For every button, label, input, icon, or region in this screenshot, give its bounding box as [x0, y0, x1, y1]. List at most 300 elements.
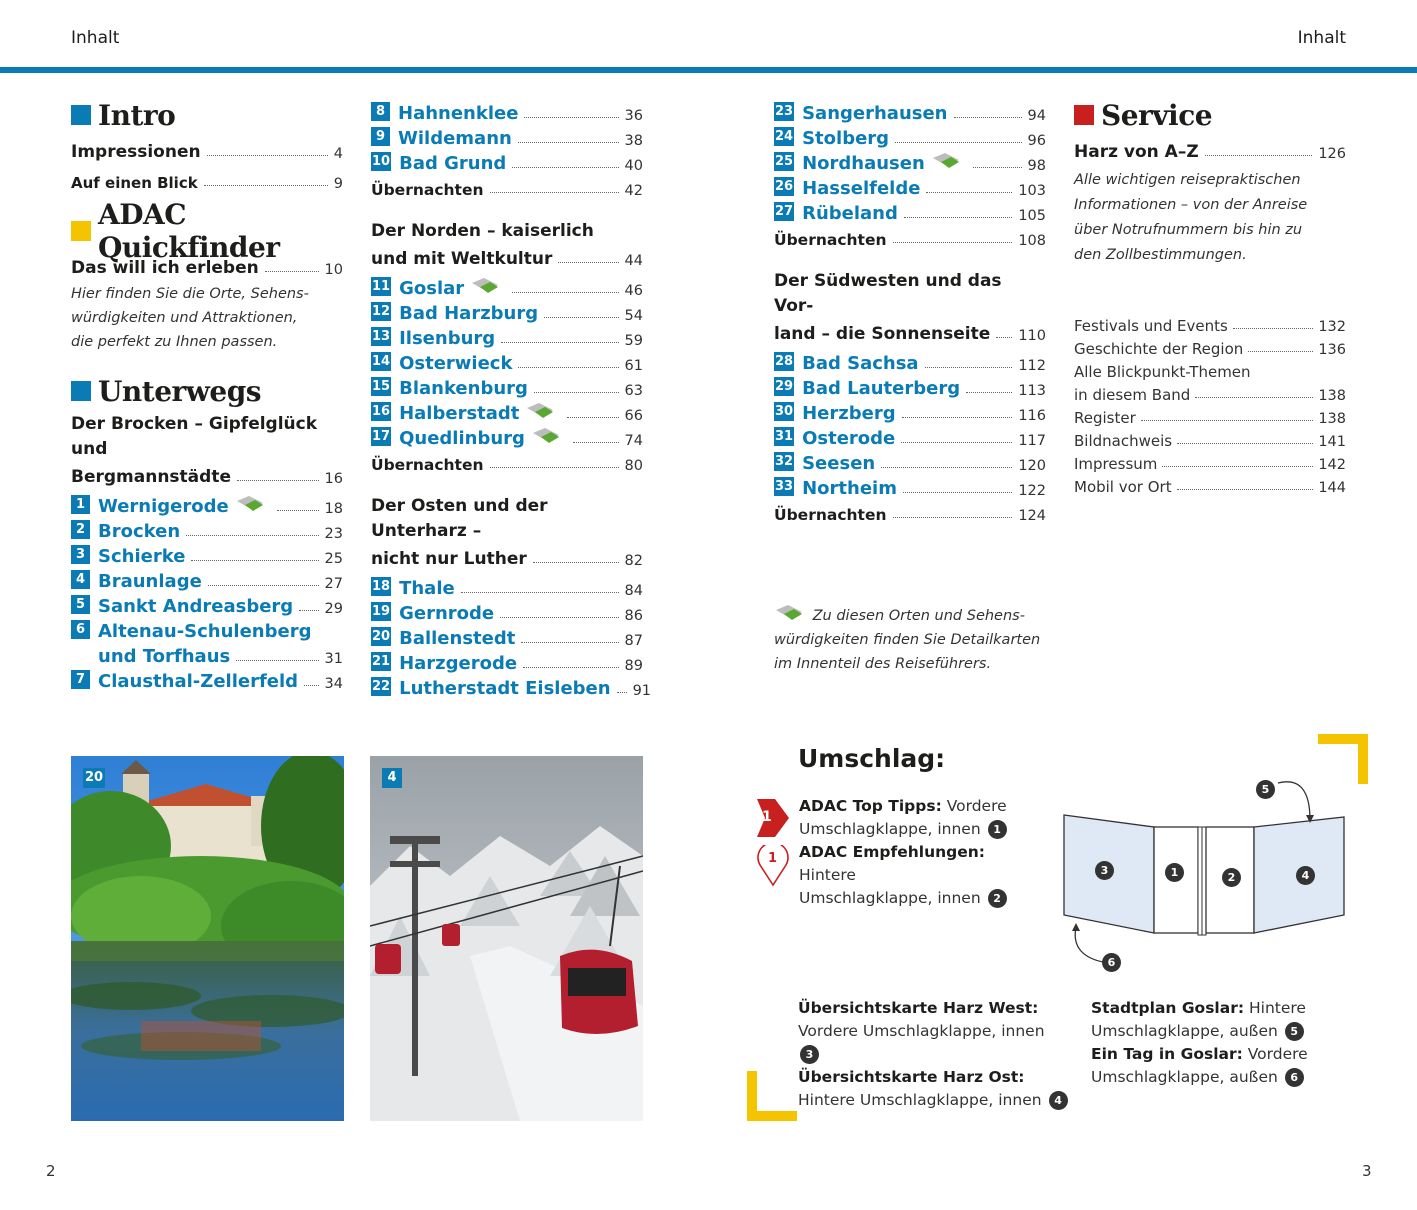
entry-page: 31: [324, 651, 343, 667]
tip-number: 8: [371, 102, 390, 121]
tip-number: 9: [371, 127, 390, 146]
leader-dots: [1233, 328, 1314, 329]
entry-page: 29: [324, 601, 343, 617]
legend-bold: Ein Tag in Goslar:: [1091, 1045, 1243, 1063]
region-brocken[interactable]: [71, 412, 343, 487]
tip-entry[interactable]: [774, 349, 1046, 374]
tips-list-6: [774, 349, 1046, 499]
marker-number: 1: [768, 851, 778, 866]
cable-car-image: [370, 756, 643, 1121]
section-intro: [71, 98, 343, 132]
entry-page: 136: [1318, 342, 1346, 358]
entry-label: Stolberg: [802, 128, 890, 149]
entry-page: 36: [624, 108, 643, 124]
note-line: Zu diesen Orten und Sehens-: [812, 608, 1025, 624]
tip-entry[interactable]: [371, 349, 643, 374]
region-norden[interactable]: [371, 219, 643, 269]
section-title: Service: [1101, 98, 1213, 132]
region-osten[interactable]: [371, 494, 643, 569]
diagram-number-circle: 2: [1222, 868, 1241, 887]
tip-entry[interactable]: [371, 649, 643, 674]
tip-entry-continued[interactable]: [71, 642, 343, 667]
entry-label: Harzgerode: [399, 653, 518, 674]
tip-entry[interactable]: [371, 624, 643, 649]
section-quickfinder: [71, 198, 343, 264]
entry-page: 142: [1318, 457, 1346, 473]
toc-entry[interactable]: [774, 499, 1046, 524]
entry-label: Altenau-Schulenberg: [98, 621, 312, 642]
leader-dots: [925, 367, 1013, 368]
leader-dots: [533, 562, 619, 563]
tip-number: 30: [775, 404, 794, 419]
leader-dots: [512, 167, 618, 168]
leader-dots: [500, 617, 618, 618]
note-line: würdigkeiten finden Sie Detailkarten: [774, 632, 1041, 648]
entry-page: 23: [324, 526, 343, 542]
toc-entry[interactable]: [1074, 358, 1346, 381]
header-rule: [0, 67, 1417, 73]
region-suedwesten[interactable]: [774, 269, 1046, 344]
entry-page: 89: [624, 658, 643, 674]
leader-dots: [1195, 397, 1313, 398]
desc-line: die perfekt zu Ihnen passen.: [71, 334, 278, 350]
diagram-number-circle: 1: [1165, 863, 1184, 882]
tip-entry[interactable]: [71, 667, 343, 692]
region-title-line: Der Südwesten und das Vor-: [774, 271, 1002, 316]
leader-dots: [954, 117, 1022, 118]
page-number-left: 2: [46, 1162, 56, 1180]
leader-dots: [304, 685, 319, 686]
entry-page: 59: [624, 333, 643, 349]
tip-entry[interactable]: [774, 124, 1046, 149]
entry-label: Lutherstadt Eisleben: [399, 678, 611, 699]
tip-entry[interactable]: [371, 374, 643, 399]
leader-dots: [512, 292, 618, 293]
tip-entry[interactable]: [371, 149, 643, 174]
leader-dots: [1162, 466, 1313, 467]
tip-entry[interactable]: [774, 199, 1046, 224]
leader-dots: [1141, 420, 1314, 421]
tip-number: 26: [775, 179, 794, 194]
leader-dots: [893, 517, 1013, 518]
leader-dots: [490, 192, 619, 193]
leader-dots: [901, 442, 1012, 443]
tip-number: 16: [372, 404, 391, 419]
leader-dots: [895, 142, 1021, 143]
leader-dots: [299, 610, 318, 611]
entry-page: 110: [1018, 328, 1046, 344]
toc-entry[interactable]: [71, 132, 343, 162]
entry-page: 82: [624, 553, 643, 569]
entry-page: 86: [624, 608, 643, 624]
legend-bold: ADAC Top Tipps:: [799, 797, 942, 815]
toc-entry[interactable]: [1074, 427, 1346, 450]
photo-ballenstedt: [71, 756, 344, 1121]
leader-dots: [523, 667, 618, 668]
leader-dots: [573, 442, 619, 443]
legend-text: Hintere Umschlagklappe, innen: [798, 1091, 1042, 1109]
entry-label: Schierke: [98, 546, 186, 567]
cover-number-circle: 2: [988, 889, 1007, 908]
legend-text: Vordere Umschlagklappe, innen: [798, 1022, 1045, 1040]
entry-page: 16: [324, 471, 343, 487]
leader-dots: [558, 262, 618, 263]
tip-number: 4: [71, 570, 90, 589]
running-header-left: Inhalt: [71, 28, 120, 48]
leader-dots: [518, 142, 619, 143]
entry-page: 126: [1318, 146, 1346, 162]
tip-number: 7: [71, 670, 90, 689]
entry-page: 132: [1318, 319, 1346, 335]
toc-entry-continued[interactable]: [1074, 381, 1346, 404]
entry-label: Alle Blickpunkt-Themen: [1074, 363, 1251, 381]
entry-label: in diesem Band: [1074, 386, 1191, 404]
leader-dots: [1205, 155, 1313, 156]
leader-dots: [490, 467, 619, 468]
legend-text: Umschlagklappe, innen: [799, 820, 981, 838]
cover-number-circle: 6: [1285, 1068, 1304, 1087]
detail-map-icon: [235, 495, 265, 513]
tip-entry[interactable]: [774, 149, 1046, 174]
tip-entry[interactable]: [71, 492, 343, 517]
blue-square-icon: [71, 105, 91, 125]
legend-text: Umschlagklappe, außen: [1091, 1022, 1278, 1040]
leader-dots: [903, 492, 1012, 493]
tip-number: 15: [372, 379, 391, 394]
toc-entry[interactable]: [371, 449, 643, 474]
entry-label: Festivals und Events: [1074, 317, 1228, 335]
toc-column-4: [1074, 98, 1346, 496]
umschlag-legend-maps: [798, 997, 1068, 1112]
cover-number-circle: 3: [800, 1045, 819, 1064]
top-tipp-marker-icon: [755, 797, 791, 839]
tip-entry[interactable]: [71, 617, 343, 642]
region-title-line: Der Osten und der Unterharz –: [371, 496, 548, 541]
tip-number: 23: [775, 104, 794, 119]
leader-dots: [1177, 489, 1314, 490]
detail-map-icon: [470, 277, 500, 295]
tip-number: 33: [775, 479, 794, 494]
entry-label: Braunlage: [98, 571, 202, 592]
entry-label: Übernachten: [774, 506, 887, 524]
entry-label: Mobil vor Ort: [1074, 478, 1172, 496]
toc-entry[interactable]: [1074, 335, 1346, 358]
entry-label: Northeim: [802, 478, 897, 499]
tip-entry[interactable]: [774, 449, 1046, 474]
red-square-icon: [1074, 105, 1094, 125]
entry-page: 113: [1018, 383, 1046, 399]
entry-label: Ilsenburg: [399, 328, 496, 349]
leader-dots: [236, 660, 318, 661]
section-unterwegs: [71, 374, 343, 408]
tip-entry[interactable]: [371, 274, 643, 299]
entry-page: 87: [624, 633, 643, 649]
tips-list-4: [371, 574, 652, 699]
legend-bold: ADAC Empfehlungen:: [799, 843, 985, 861]
photo-badge: 20: [83, 768, 105, 788]
entry-label: Auf einen Blick: [71, 174, 198, 192]
tip-number: 10: [372, 154, 391, 169]
toc-entry[interactable]: [371, 174, 643, 199]
entry-label: Impressum: [1074, 455, 1158, 473]
region-title-line: und mit Weltkultur: [371, 249, 553, 269]
entry-label: Sankt Andreasberg: [98, 596, 294, 617]
leader-dots: [966, 392, 1012, 393]
tip-number: 6: [71, 620, 90, 639]
entry-label: Quedlinburg: [399, 428, 525, 449]
service-description: [1074, 168, 1346, 268]
detail-map-icon: [531, 427, 561, 445]
cover-diagram: [1060, 775, 1350, 975]
region-title-line: Der Brocken – Gipfelglück und: [71, 414, 318, 459]
toc-column-2: [371, 99, 652, 699]
tip-entry[interactable]: [774, 99, 1046, 124]
desc-line: den Zollbestimmungen.: [1074, 247, 1247, 263]
entry-label: Blankenburg: [399, 378, 528, 399]
tip-entry[interactable]: [371, 599, 643, 624]
tip-entry[interactable]: [774, 424, 1046, 449]
entry-label: Bad Harzburg: [399, 303, 539, 324]
entry-label: Nordhausen: [802, 153, 925, 174]
leader-dots: [277, 510, 319, 511]
entry-label: Brocken: [98, 521, 181, 542]
entry-page: 4: [333, 146, 343, 162]
tip-number: 3: [71, 545, 90, 564]
tip-entry[interactable]: [71, 592, 343, 617]
map-note: [774, 604, 1064, 676]
diagram-number-circle: 5: [1256, 780, 1275, 799]
legend-text: Umschlagklappe, außen: [1091, 1068, 1278, 1086]
entry-label: Osterwieck: [399, 353, 513, 374]
leader-dots: [237, 480, 319, 481]
tip-number: 29: [775, 379, 794, 394]
entry-label: Halberstadt: [399, 403, 520, 424]
yellow-square-icon: [71, 221, 91, 241]
entry-page: 138: [1318, 411, 1346, 427]
entry-label: Übernachten: [371, 181, 484, 199]
entry-label: Wildemann: [398, 128, 512, 149]
empfehlung-marker-icon: [757, 845, 789, 887]
tip-entry[interactable]: [371, 574, 643, 599]
tip-entry[interactable]: [371, 299, 643, 324]
legend-text: Vordere: [1247, 1045, 1308, 1063]
toc-entry[interactable]: [1074, 404, 1346, 427]
entry-page: 116: [1018, 408, 1046, 424]
cover-number-circle: 1: [988, 820, 1007, 839]
region-title-line: Der Norden – kaiserlich: [371, 221, 594, 241]
tip-entry[interactable]: [71, 567, 343, 592]
photo-badge: 4: [382, 768, 402, 788]
quickfinder-description: [71, 282, 343, 354]
tip-number: 24: [775, 129, 794, 144]
entry-page: 144: [1318, 480, 1346, 496]
entry-label: Hasselfelde: [802, 178, 921, 199]
tip-number: 19: [372, 604, 391, 619]
tip-entry[interactable]: [371, 674, 652, 699]
tip-number: 28: [775, 354, 794, 369]
leader-dots: [501, 342, 618, 343]
leader-dots: [521, 642, 618, 643]
entry-label: Geschichte der Region: [1074, 340, 1244, 358]
leader-dots: [518, 367, 618, 368]
leader-dots: [881, 467, 1012, 468]
entry-page: 80: [624, 458, 643, 474]
desc-line: würdigkeiten und Attraktionen,: [71, 310, 298, 326]
tip-entry[interactable]: [371, 99, 643, 124]
leader-dots: [191, 560, 318, 561]
entry-label: Bildnachweis: [1074, 432, 1173, 450]
entry-label: Übernachten: [371, 456, 484, 474]
entry-page: 61: [624, 358, 643, 374]
entry-label: Register: [1074, 409, 1136, 427]
entry-label: Wernigerode: [98, 496, 229, 517]
diagram-number-circle: 4: [1296, 866, 1315, 885]
toc-column-3: [774, 99, 1046, 524]
toc-column-1: [71, 98, 343, 692]
entry-label: Übernachten: [774, 231, 887, 249]
tip-entry[interactable]: [371, 424, 643, 449]
entry-page: 18: [324, 501, 343, 517]
tip-number: 5: [71, 595, 90, 614]
entry-label: Bad Lauterberg: [802, 378, 961, 399]
entry-page: 40: [624, 158, 643, 174]
entry-page: 122: [1018, 483, 1046, 499]
entry-page: 124: [1018, 508, 1046, 524]
tip-number: 32: [775, 454, 794, 469]
detail-map-icon: [931, 152, 961, 170]
entry-label: Harz von A–Z: [1074, 142, 1199, 162]
diagram-number-circle: 6: [1102, 953, 1121, 972]
entry-label: Sangerhausen: [802, 103, 948, 124]
tip-number: 2: [71, 520, 90, 539]
leader-dots: [1248, 351, 1313, 352]
tip-entry[interactable]: [71, 542, 343, 567]
tips-list-3: [371, 274, 643, 449]
legend-text: Vordere: [946, 797, 1007, 815]
entry-label: Herzberg: [802, 403, 896, 424]
entry-label: Seesen: [802, 453, 876, 474]
entry-page: 10: [324, 262, 343, 278]
tip-entry[interactable]: [371, 324, 643, 349]
section-title: Unterwegs: [98, 374, 262, 408]
tip-number: 14: [372, 354, 391, 369]
leader-dots: [902, 417, 1013, 418]
leader-dots: [534, 392, 619, 393]
tips-list-1: [71, 492, 343, 692]
entry-page: 42: [624, 183, 643, 199]
blue-square-icon: [71, 381, 91, 401]
leader-dots: [524, 117, 618, 118]
leader-dots: [265, 271, 319, 272]
leader-dots: [904, 217, 1012, 218]
tip-entry[interactable]: [774, 399, 1046, 424]
tip-entry[interactable]: [371, 399, 643, 424]
detail-map-icon: [774, 604, 804, 622]
entry-page: 94: [1027, 108, 1046, 124]
section-title: Intro: [98, 98, 176, 132]
legend-text: Hintere: [799, 866, 856, 884]
leader-dots: [996, 337, 1012, 338]
tip-number: 17: [372, 429, 391, 444]
toc-entry[interactable]: [71, 162, 343, 192]
entry-page: 141: [1318, 434, 1346, 450]
entry-page: 9: [333, 176, 343, 192]
leader-dots: [544, 317, 618, 318]
entry-page: 44: [624, 253, 643, 269]
tip-entry[interactable]: [71, 517, 343, 542]
entry-label: Clausthal-Zellerfeld: [98, 671, 299, 692]
toc-entry[interactable]: [774, 224, 1046, 249]
tip-entry[interactable]: [371, 124, 643, 149]
service-list: [1074, 312, 1346, 496]
leader-dots: [893, 242, 1013, 243]
entry-page: 120: [1018, 458, 1046, 474]
legend-bold: Stadtplan Goslar:: [1091, 999, 1245, 1017]
tip-number: 12: [372, 304, 391, 319]
tip-number: 11: [372, 279, 391, 294]
toc-entry[interactable]: [1074, 450, 1346, 473]
leader-dots: [461, 592, 619, 593]
tip-number: 25: [775, 154, 794, 169]
entry-label: Rübeland: [802, 203, 898, 224]
entry-page: 138: [1318, 388, 1346, 404]
legend-text: Hintere: [1249, 999, 1306, 1017]
toc-entry[interactable]: [1074, 132, 1346, 162]
tip-number: 20: [372, 629, 391, 644]
tip-number: 22: [372, 679, 391, 694]
tip-entry[interactable]: [774, 374, 1046, 399]
entry-page: 91: [632, 683, 652, 699]
entry-page: 96: [1027, 133, 1046, 149]
tip-number: 27: [775, 204, 794, 219]
entry-page: 108: [1018, 233, 1046, 249]
legend-bold: Übersichtskarte Harz West:: [798, 999, 1039, 1017]
entry-label: Thale: [399, 578, 455, 599]
entry-page: 84: [624, 583, 643, 599]
cover-number-circle: 5: [1285, 1022, 1304, 1041]
desc-line: Alle wichtigen reisepraktischen: [1074, 172, 1301, 188]
entry-label: Das will ich erleben: [71, 258, 259, 278]
umschlag-title: Umschlag:: [798, 744, 946, 773]
photo-braunlage: [370, 756, 643, 1121]
detail-map-icon: [525, 402, 555, 420]
entry-page: 66: [624, 408, 643, 424]
toc-entry[interactable]: [1074, 312, 1346, 335]
leader-dots: [186, 535, 318, 536]
tip-number: 1: [71, 495, 90, 514]
desc-line: über Notrufnummern bis hin zu: [1074, 222, 1303, 238]
tip-entry[interactable]: [774, 174, 1046, 199]
entry-label: Hahnenklee: [398, 103, 519, 124]
toc-entry[interactable]: [1074, 473, 1346, 496]
yellow-corner-mark: [747, 1071, 797, 1121]
leader-dots: [926, 192, 1012, 193]
region-title-line: land – die Sonnenseite: [774, 324, 991, 344]
entry-label: und Torfhaus: [98, 646, 231, 667]
tip-entry[interactable]: [774, 474, 1046, 499]
castle-lake-image: [71, 756, 344, 1121]
entry-label: Bad Sachsa: [802, 353, 919, 374]
legend-bold: Übersichtskarte Harz Ost:: [798, 1068, 1025, 1086]
umschlag-legend-goslar: [1091, 997, 1351, 1089]
region-title-line: Bergmannstädte: [71, 467, 231, 487]
section-title: ADAC Quickfinder: [98, 198, 280, 264]
entry-page: 63: [624, 383, 643, 399]
page-number-right: 3: [1362, 1162, 1372, 1180]
leader-dots: [207, 155, 328, 156]
cover-number-circle: 4: [1049, 1091, 1068, 1110]
entry-page: 105: [1018, 208, 1046, 224]
